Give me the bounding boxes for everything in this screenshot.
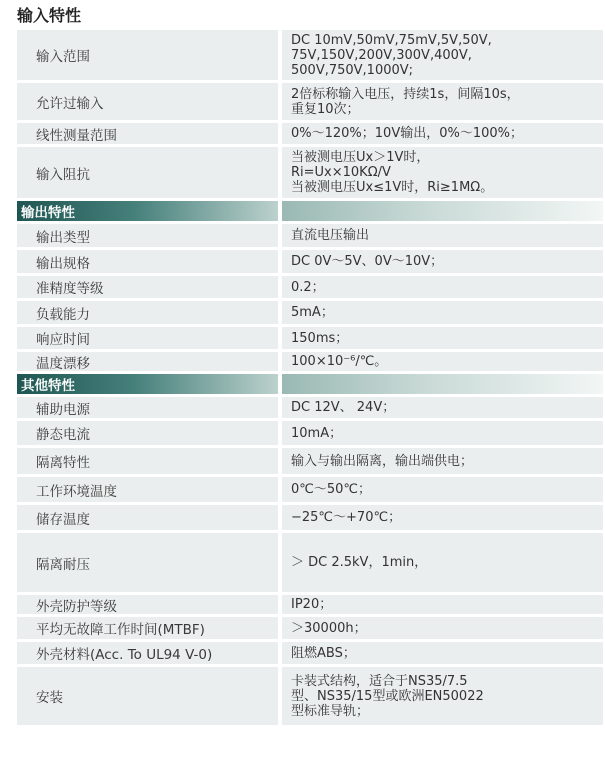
- spec-value-cell: [282, 123, 603, 144]
- spec-row: [17, 595, 603, 614]
- spec-row: [17, 505, 603, 530]
- spec-row: [17, 30, 603, 80]
- spec-row: [17, 224, 603, 247]
- spec-value: ＞30000h；: [291, 620, 367, 636]
- spec-value-cell: [282, 276, 603, 298]
- spec-value: 2倍标称输入电压，持续1s，间隔10s， 重复10次；: [291, 86, 520, 117]
- spec-label: 外壳防护等级: [17, 595, 278, 614]
- spec-row: [17, 617, 603, 639]
- spec-value-cell: [282, 301, 603, 324]
- spec-row: [17, 448, 603, 474]
- spec-value: DC 10mV,50mV,75mV,5V,50V, 75V,150V,200V,300V,400V, 500V,750V,1000V;: [291, 32, 492, 78]
- section-header: [17, 374, 603, 394]
- spec-value-cell: [282, 642, 603, 664]
- section-title: 其他特性: [17, 374, 278, 394]
- spec-label: 平均无故障工作时间(MTBF): [17, 617, 278, 639]
- spec-value-cell: [282, 533, 603, 592]
- spec-label: 隔离耐压: [17, 533, 278, 592]
- spec-value: DC 0V～5V、0V～10V；: [291, 254, 444, 269]
- spec-label: 隔离特性: [17, 448, 278, 474]
- spec-label: 工作环境温度: [17, 477, 278, 502]
- spec-value: 5mA；: [291, 305, 334, 320]
- spec-row: [17, 421, 603, 445]
- spec-label: 输出规格: [17, 250, 278, 273]
- spec-row: [17, 397, 603, 418]
- spec-value-cell: [282, 448, 603, 474]
- spec-value: 0%～120%；10V输出，0%～100%；: [291, 126, 524, 141]
- spec-value-cell: [282, 421, 603, 445]
- spec-value-cell: [282, 327, 603, 349]
- spec-row: [17, 642, 603, 664]
- spec-row: [17, 250, 603, 273]
- spec-value-cell: [282, 617, 603, 639]
- spec-value-cell: [282, 397, 603, 418]
- spec-row: [17, 667, 603, 725]
- spec-label: 温度漂移: [17, 352, 278, 371]
- spec-label: 储存温度: [17, 505, 278, 530]
- spec-value: 10mA；: [291, 425, 343, 441]
- spec-label: 静态电流: [17, 421, 278, 445]
- spec-value-cell: [282, 30, 603, 80]
- spec-value: 0℃～50℃；: [291, 482, 372, 497]
- spec-row: [17, 327, 603, 349]
- spec-value-cell: [282, 505, 603, 530]
- spec-row: [17, 83, 603, 120]
- section-header: [17, 201, 603, 221]
- spec-label: 线性测量范围: [17, 123, 278, 144]
- spec-value: ＞ DC 2.5kV，1min，: [291, 555, 428, 570]
- spec-label: 允许过输入: [17, 83, 278, 120]
- spec-label: 输入阻抗: [17, 147, 278, 198]
- section-bar: [282, 374, 603, 394]
- spec-label: 外壳材料(Acc. To UL94 V-0): [17, 642, 278, 664]
- spec-row: [17, 477, 603, 502]
- spec-value-cell: [282, 250, 603, 273]
- spec-row: [17, 301, 603, 324]
- spec-value-cell: [282, 667, 603, 725]
- section-title: 输出特性: [17, 201, 278, 221]
- page-title: 输入特性: [17, 6, 82, 25]
- spec-value: 0.2；: [291, 279, 325, 295]
- spec-row: [17, 276, 603, 298]
- spec-value: 卡装式结构，适合于NS35/7.5 型、NS35/15型或欧洲EN50022 型标准导轨；: [291, 673, 484, 719]
- spec-label: 负载能力: [17, 301, 278, 324]
- spec-value: 150ms；: [291, 330, 349, 346]
- spec-value: −25℃～+70℃；: [291, 510, 402, 525]
- spec-value: IP20；: [291, 597, 333, 612]
- spec-value: 直流电压输出: [291, 228, 370, 243]
- spec-value-cell: [282, 352, 603, 371]
- spec-label: 辅助电源: [17, 397, 278, 418]
- spec-label: 安装: [17, 667, 278, 725]
- spec-label: 响应时间: [17, 327, 278, 349]
- spec-value-cell: [282, 595, 603, 614]
- spec-label: 输出类型: [17, 224, 278, 247]
- spec-row: [17, 352, 603, 371]
- spec-value: 阻燃ABS；: [291, 645, 356, 661]
- spec-value-cell: [282, 147, 603, 198]
- spec-row: [17, 147, 603, 198]
- spec-label: 输入范围: [17, 30, 278, 80]
- spec-table: [17, 30, 603, 728]
- spec-value-cell: [282, 83, 603, 120]
- section-bar: [282, 201, 603, 221]
- spec-value: 100×10⁻⁶/℃。: [291, 354, 388, 369]
- spec-value-cell: [282, 224, 603, 247]
- spec-row: [17, 533, 603, 592]
- spec-value: DC 12V、 24V；: [291, 400, 396, 415]
- spec-row: [17, 123, 603, 144]
- spec-value: 当被测电压Ux＞1V时， Ri=Ux×10KΩ/V 当被测电压Ux≤1V时，Ri≥1MΩ。: [291, 150, 494, 195]
- spec-value-cell: [282, 477, 603, 502]
- spec-label: 准精度等级: [17, 276, 278, 298]
- spec-value: 输入与输出隔离，输出端供电；: [291, 453, 474, 469]
